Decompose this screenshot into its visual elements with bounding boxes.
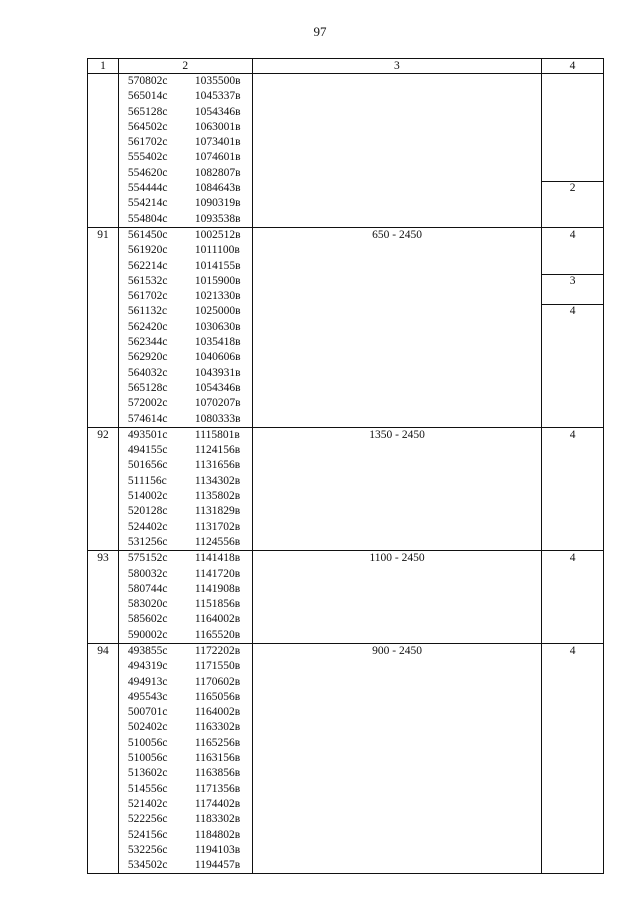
longitude-value: 1141908в (194, 582, 241, 595)
latitude-value: 510056с (127, 736, 168, 749)
longitude-value: 1164002в (194, 613, 241, 626)
header-col-2: 2 (119, 59, 253, 73)
longitude-value: 1174402в (194, 797, 241, 810)
latitude-value: 561532с (127, 274, 168, 287)
coordinates-cell (119, 228, 253, 427)
category-label: 4 (569, 428, 576, 441)
longitude-value: 1063001в (194, 120, 241, 133)
longitude-value: 1141418в (194, 552, 241, 565)
longitude-value: 1163302в (194, 721, 241, 734)
coordinate-row (119, 535, 252, 550)
coordinate-row (119, 120, 252, 135)
coordinate-row (119, 858, 252, 873)
longitude-value: 1045337в (194, 90, 241, 103)
longitude-value: 1141720в (194, 567, 241, 580)
longitude-value: 1124556в (194, 535, 241, 548)
latitude-value: 524402с (127, 520, 168, 533)
longitude-value: 1151856в (194, 598, 241, 611)
table-group (88, 228, 603, 428)
header-col-3: 3 (253, 59, 542, 73)
latitude-value: 570802с (127, 75, 168, 87)
latitude-value: 554620с (127, 166, 168, 179)
coordinate-row (119, 628, 252, 643)
coordinate-row (119, 259, 252, 274)
longitude-value: 1014155в (194, 259, 241, 272)
longitude-value: 1171356в (194, 782, 241, 795)
latitude-value: 495543с (127, 690, 168, 703)
latitude-value: 580744с (127, 582, 168, 595)
coordinate-row (119, 228, 252, 243)
table-group (88, 551, 603, 644)
longitude-value: 1134302в (194, 474, 241, 487)
coordinate-row (119, 551, 252, 566)
area-number: 92 (88, 428, 119, 550)
longitude-value: 1165520в (194, 628, 241, 641)
longitude-value: 1035500в (194, 75, 241, 87)
latitude-value: 562344с (127, 336, 168, 349)
latitude-value: 534502с (127, 859, 168, 872)
latitude-value: 494319с (127, 660, 168, 673)
coordinate-row (119, 828, 252, 843)
category-label: 4 (569, 228, 576, 241)
latitude-value: 565128с (127, 105, 168, 118)
coordinate-row (119, 797, 252, 812)
category-cell (542, 428, 603, 550)
latitude-value: 531256с (127, 535, 168, 548)
latitude-value: 562214с (127, 259, 168, 272)
longitude-value: 1043931в (194, 366, 241, 379)
coordinate-row (119, 567, 252, 582)
header-col-1: 1 (88, 59, 119, 73)
latitude-value: 532256с (127, 843, 168, 856)
longitude-value: 1090319в (194, 197, 241, 210)
longitude-value: 1165056в (194, 690, 241, 703)
coordinate-row (119, 782, 252, 797)
coordinate-row (119, 675, 252, 690)
latitude-value: 494155с (127, 444, 168, 457)
latitude-value: 493501с (127, 428, 168, 441)
latitude-value: 590002с (127, 628, 168, 641)
coordinate-row (119, 335, 252, 350)
depth-range: 1350 - 2450 (253, 428, 542, 550)
longitude-value: 1082807в (194, 166, 241, 179)
header-col-4: 4 (569, 60, 576, 72)
longitude-value: 1184802в (194, 828, 241, 841)
coordinates-cell (119, 551, 253, 643)
category-label: 2 (569, 182, 576, 195)
longitude-value: 1164002в (194, 706, 241, 719)
coordinate-row (119, 720, 252, 735)
latitude-value: 501656с (127, 459, 168, 472)
coordinate-row (119, 74, 252, 89)
longitude-value: 1054346в (194, 381, 241, 394)
longitude-value: 1002512в (194, 228, 241, 241)
latitude-value: 561702с (127, 290, 168, 303)
latitude-value: 561702с (127, 136, 168, 149)
longitude-value: 1124156в (194, 444, 241, 457)
latitude-value: 524156с (127, 828, 168, 841)
latitude-value: 562420с (127, 320, 168, 333)
coordinate-row (119, 196, 252, 211)
latitude-value: 565128с (127, 381, 168, 394)
latitude-value: 493855с (127, 644, 168, 657)
coordinate-row (119, 690, 252, 705)
latitude-value: 494913с (127, 675, 168, 688)
category-cell (542, 551, 603, 643)
longitude-value: 1172202в (194, 644, 241, 657)
category-label: 3 (569, 274, 576, 287)
coordinate-row (119, 612, 252, 627)
coordinate-row (119, 582, 252, 597)
longitude-value: 1115801в (194, 428, 240, 441)
latitude-value: 554804с (127, 212, 168, 225)
coordinate-row (119, 289, 252, 304)
coordinate-row (119, 135, 252, 150)
coordinate-row (119, 304, 252, 319)
depth-range: 900 - 2450 (253, 644, 542, 873)
coordinate-row (119, 105, 252, 120)
latitude-value: 554444с (127, 182, 168, 195)
area-number: 93 (88, 551, 119, 643)
coordinate-row (119, 366, 252, 381)
longitude-value: 1093538в (194, 212, 241, 225)
latitude-value: 561450с (127, 228, 168, 241)
longitude-value: 1165256в (194, 736, 241, 749)
category-cell (542, 74, 603, 227)
longitude-value: 1131829в (194, 505, 241, 518)
longitude-value: 1070207в (194, 397, 241, 410)
latitude-value: 561132с (127, 305, 168, 318)
coordinate-row (119, 212, 252, 227)
latitude-value: 511156с (127, 474, 167, 487)
latitude-value: 513602с (127, 767, 168, 780)
longitude-value: 1040606в (194, 351, 241, 364)
table-header (88, 59, 603, 74)
coordinate-row (119, 274, 252, 289)
longitude-value: 1025000в (194, 305, 241, 318)
latitude-value: 564032с (127, 366, 168, 379)
latitude-value: 583020с (127, 598, 168, 611)
category-label: 4 (569, 305, 576, 318)
coordinate-row (119, 396, 252, 411)
coordinate-row (119, 181, 252, 196)
category-cell (542, 644, 603, 873)
longitude-value: 1021330в (194, 290, 241, 303)
longitude-value: 1194457в (194, 859, 241, 872)
coordinates-cell (119, 644, 253, 873)
coordinate-row (119, 736, 252, 751)
longitude-value: 1131702в (194, 520, 241, 533)
depth-range: 650 - 2450 (253, 228, 542, 427)
coordinate-row (119, 350, 252, 365)
latitude-value: 575152с (127, 552, 168, 565)
coordinate-row (119, 89, 252, 104)
longitude-value: 1015900в (194, 274, 241, 287)
coordinate-row (119, 320, 252, 335)
coordinate-row (119, 428, 252, 443)
coordinate-row (119, 412, 252, 427)
coordinate-row (119, 458, 252, 473)
latitude-value: 502402с (127, 721, 168, 734)
page-number: 97 (313, 24, 327, 39)
longitude-value: 1171550в (194, 660, 241, 673)
area-number (88, 74, 119, 227)
coordinate-row (119, 474, 252, 489)
table-group (88, 428, 603, 551)
coordinate-row (119, 644, 252, 659)
depth-range: 1100 - 2450 (253, 551, 542, 643)
table-group (88, 74, 603, 228)
category-label: 4 (569, 552, 576, 565)
coordinates-cell (119, 428, 253, 550)
longitude-value: 1074601в (194, 151, 241, 164)
longitude-value: 1080333в (194, 412, 241, 425)
coordinate-row (119, 150, 252, 165)
coordinate-row (119, 166, 252, 181)
coordinate-row (119, 489, 252, 504)
category-label: 4 (569, 644, 576, 657)
latitude-value: 555402с (127, 151, 168, 164)
coordinate-row (119, 381, 252, 396)
coordinate-row (119, 659, 252, 674)
coordinate-row (119, 597, 252, 612)
longitude-value: 1163156в (194, 752, 241, 765)
latitude-value: 510056с (127, 752, 168, 765)
coordinate-row (119, 243, 252, 258)
latitude-value: 572002с (127, 397, 168, 410)
longitude-value: 1183302в (194, 813, 241, 826)
coordinate-row (119, 766, 252, 781)
coordinates-cell (119, 74, 253, 227)
longitude-value: 1131656в (194, 459, 241, 472)
latitude-value: 565014с (127, 90, 168, 103)
latitude-value: 562920с (127, 351, 168, 364)
latitude-value: 564502с (127, 120, 168, 133)
longitude-value: 1054346в (194, 105, 241, 118)
table-group (88, 644, 603, 873)
longitude-value: 1030630в (194, 320, 241, 333)
coordinates-table (87, 58, 604, 874)
coordinate-row (119, 843, 252, 858)
coordinate-row (119, 443, 252, 458)
table-body (88, 74, 603, 873)
latitude-value: 561920с (127, 244, 168, 257)
longitude-value: 1170602в (194, 675, 241, 688)
category-cell (542, 228, 603, 427)
coordinate-row (119, 812, 252, 827)
coordinate-row (119, 520, 252, 535)
latitude-value: 514002с (127, 490, 168, 503)
longitude-value: 1035418в (194, 336, 241, 349)
coordinate-row (119, 751, 252, 766)
coordinate-row (119, 705, 252, 720)
longitude-value: 1011100в (194, 244, 240, 257)
latitude-value: 522256с (127, 813, 168, 826)
latitude-value: 580032с (127, 567, 168, 580)
area-number: 94 (88, 644, 119, 873)
latitude-value: 514556с (127, 782, 168, 795)
longitude-value: 1163856в (194, 767, 241, 780)
latitude-value: 554214с (127, 197, 168, 210)
longitude-value: 1084643в (194, 182, 241, 195)
longitude-value: 1194103в (194, 843, 241, 856)
longitude-value: 1073401в (194, 136, 241, 149)
latitude-value: 500701с (127, 706, 168, 719)
latitude-value: 521402с (127, 797, 168, 810)
coordinate-row (119, 504, 252, 519)
area-number: 91 (88, 228, 119, 427)
latitude-value: 585602с (127, 613, 168, 626)
longitude-value: 1135802в (194, 490, 241, 503)
latitude-value: 574614с (127, 412, 168, 425)
latitude-value: 520128с (127, 505, 168, 518)
depth-range (253, 74, 542, 227)
